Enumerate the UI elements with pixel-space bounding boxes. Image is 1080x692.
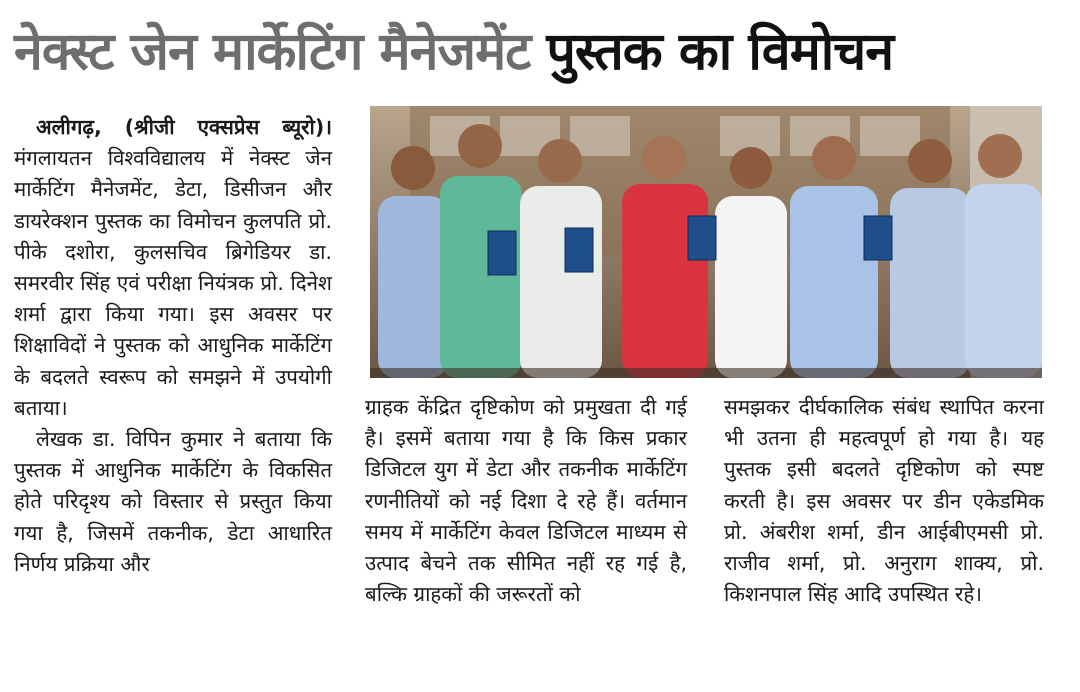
article-paragraph-2: लेखक डा. विपिन कुमार ने बताया कि पुस्तक में आधुनिक मार्केटिंग के विकसित होते परिदृश्य को विस्तार से प्रस्तुत किया गया है, जिसमें तकनीक, डेटा आधारित निर्णय प्रक्रिया और (14, 427, 332, 576)
article-column-3 (724, 392, 1044, 610)
headline-part-grey: नेक्स्ट जेन मार्केटिंग मैनेजमेंट (14, 21, 531, 82)
article-column-2 (365, 392, 687, 610)
article-paragraph-4: समझकर दीर्घकालिक संबंध स्थापित करना भी उतना ही महत्वपूर्ण हो गया है। यह पुस्तक इसी बदलते दृष्टिकोण को स्पष्ट करती है। इस अवसर पर डीन एकेडमिक प्रो. अंबरीश शर्मा, डीन आईबीएमसी प्रो. राजीव शर्मा, प्रो. अनुराग शाक्य, प्रो. किशनपाल सिंह आदि उपस्थित रहे। (724, 395, 1044, 607)
article-paragraph-1: मंगलायतन विश्वविद्यालय में नेक्स्ट जेन मार्केटिंग मैनेजमेंट, डेटा, डिसीजन और डायरेक्शन पुस्तक का विमोचन कुलपति प्रो. पीके दशोरा, कुलसचिव ब्रिगेडियर डा. समरवीर सिंह एवं परीक्षा नियंत्रक प्रो. दिनेश शर्मा द्वारा किया गया। इस अवसर पर शिक्षाविदों ने पुस्तक को आधुनिक मार्केटिंग के बदलते स्वरूप को समझने में उपयोगी बताया। (14, 146, 332, 420)
book-launch-photo-illustration (370, 106, 1042, 378)
article-column-1 (14, 112, 332, 580)
dateline: अलीगढ़, (श्रीजी एक्सप्रेस ब्यूरो)। (36, 115, 332, 139)
news-photo (370, 106, 1042, 378)
headline (14, 10, 1066, 88)
headline-part-black: पुस्तक का विमोचन (546, 21, 894, 82)
article-paragraph-3: ग्राहक केंद्रित दृष्टिकोण को प्रमुखता दी गई है। इसमें बताया गया है कि किस प्रकार डिजिटल युग में डेटा और तकनीक मार्केटिंग रणनीतियों को नई दिशा दे रहे हैं। वर्तमान समय में मार्केटिंग केवल डिजिटल माध्यम से उत्पाद बेचने तक सीमित नहीं रह गई है, बल्कि ग्राहकों की जरूरतों को (365, 395, 687, 607)
